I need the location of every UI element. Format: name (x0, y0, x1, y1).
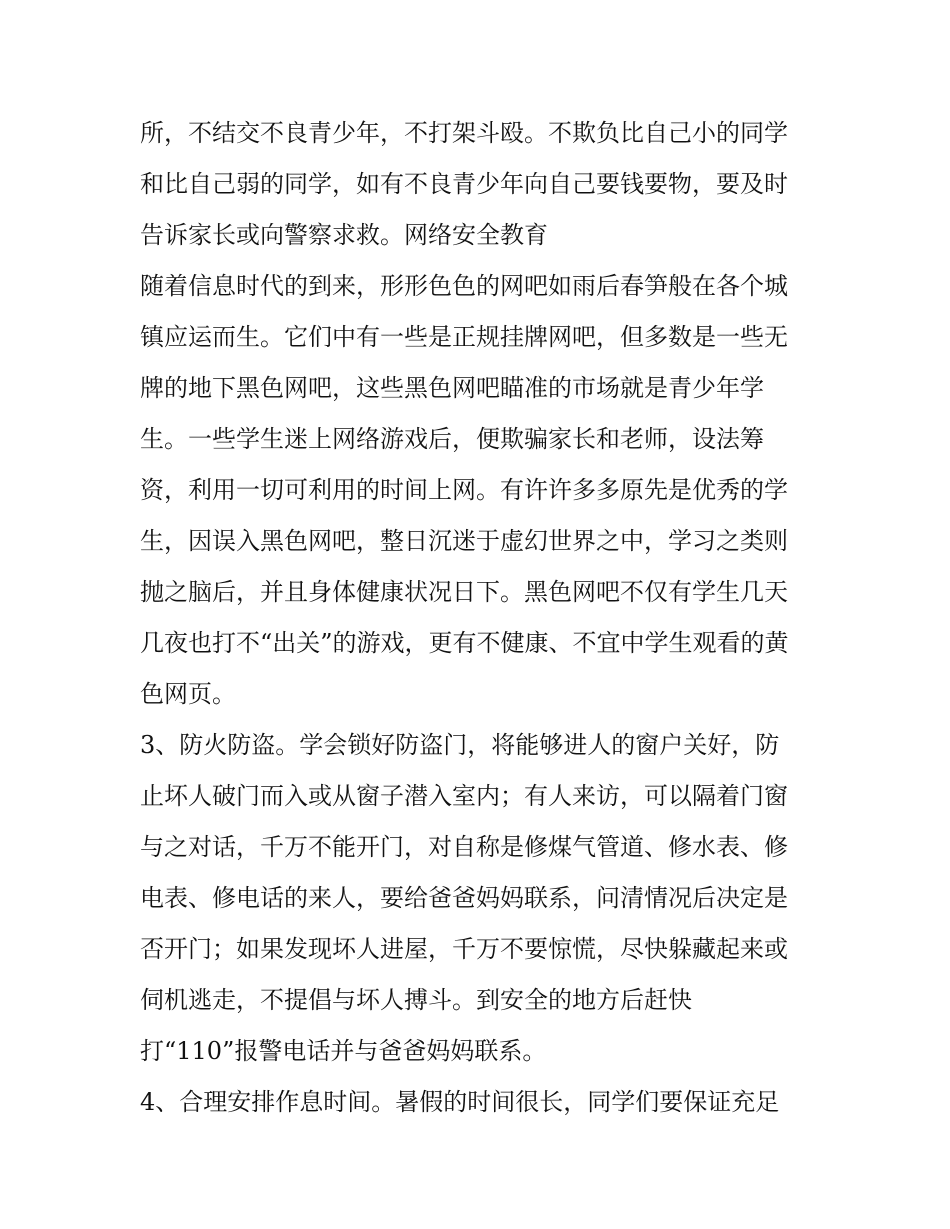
text-line: 资，利用一切可利用的时间上网。有许许多多原先是优秀的学 (140, 476, 788, 504)
text-line: 几夜也打不“出关”的游戏，更有不健康、不宜中学生观看的黄 (140, 629, 789, 657)
text-line: 4、合理安排作息时间。暑假的时间很长，同学们要保证充足 (140, 1088, 780, 1116)
text-line: 止坏人破门而入或从窗子潜入室内；有人来访，可以隔着门窗 (140, 782, 788, 810)
text-line: 伺机逃走，不提倡与坏人搏斗。到安全的地方后赶快 (140, 986, 692, 1014)
text-line: 电表、修电话的来人，要给爸爸妈妈联系，问清情况后决定是 (140, 884, 788, 912)
text-line: 抛之脑后，并且身体健康状况日下。黑色网吧不仅有学生几天 (140, 578, 788, 606)
text-line: 3、防火防盗。学会锁好防盗门，将能够进人的窗户关好，防 (140, 731, 780, 759)
text-line: 否开门；如果发现坏人进屋，千万不要惊慌，尽快躲藏起来或 (140, 935, 788, 963)
text-line: 生，因误入黑色网吧，整日沉迷于虚幻世界之中，学习之类则 (140, 527, 788, 555)
text-line: 与之对话，千万不能开门，对自称是修煤气管道、修水表、修 (140, 833, 788, 861)
text-line: 色网页。 (140, 680, 236, 708)
document-body (140, 108, 812, 1128)
text-line: 打“110”报警电话并与爸爸妈妈联系。 (140, 1037, 547, 1065)
text-line: 镇应运而生。它们中有一些是正规挂牌网吧，但多数是一些无 (140, 323, 788, 351)
text-line: 随着信息时代的到来，形形色色的网吧如雨后春笋般在各个城 (140, 272, 788, 300)
text-line: 所，不结交不良青少年，不打架斗殴。不欺负比自己小的同学 (140, 119, 788, 147)
text-line: 生。一些学生迷上网络游戏后，便欺骗家长和老师，设法筹 (140, 425, 764, 453)
text-line: 牌的地下黑色网吧，这些黑色网吧瞄准的市场就是青少年学 (140, 374, 764, 402)
text-line: 和比自己弱的同学，如有不良青少年向自己要钱要物，要及时 (140, 170, 788, 198)
text-line: 告诉家长或向警察求救。网络安全教育 (140, 221, 548, 249)
